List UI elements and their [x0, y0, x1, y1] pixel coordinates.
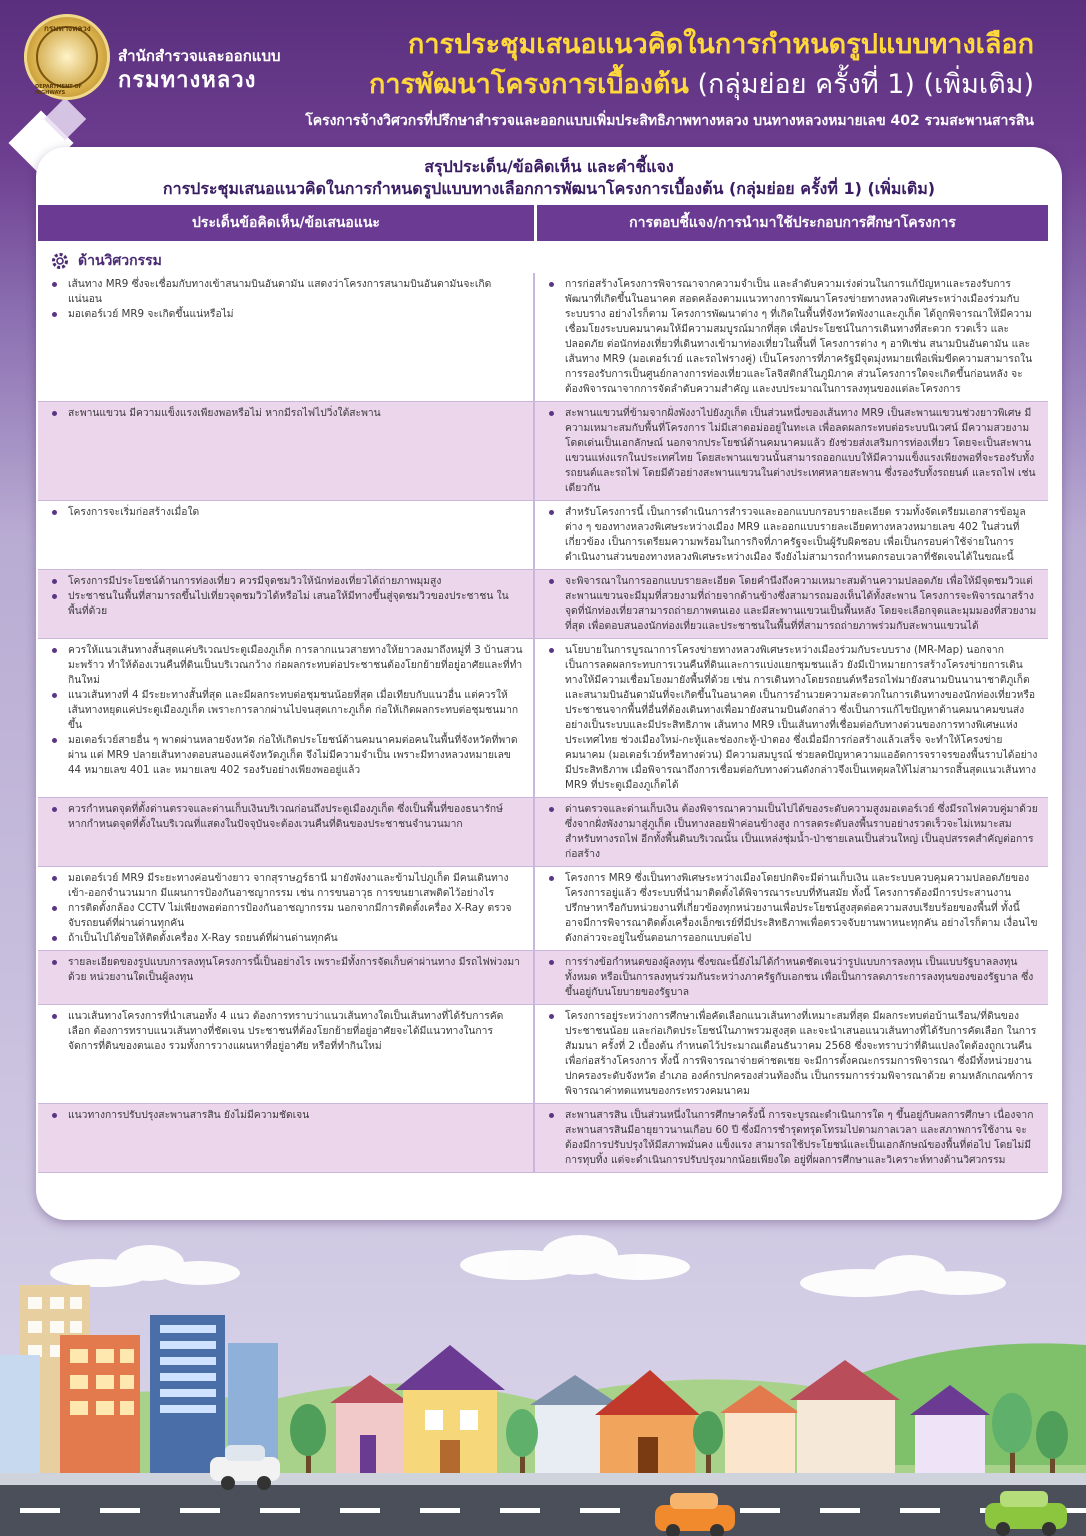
table-row — [38, 570, 1048, 639]
bullet-item: มอเตอร์เวย์ MR9 มีระยะทางค่อนข้างยาว จากสุราษฎร์ธานี มายังพังงาและข้ามไปภูเก็ต มีคนเดินทางเข้า-ออกจำนวนมาก มีแผนการป้องกันอาชญากรรม เช่น การขนอาวุธ การขนยาเสพติดไว้อย่างไร — [50, 871, 523, 901]
department-of-highways-logo — [24, 14, 110, 100]
bullet-item: นโยบายในการบูรณาการโครงข่ายทางหลวงพิเศษระหว่างเมืองร่วมกับระบบราง (MR-Map) นอกจากเป็นการลดผลกระทบการเวนคืนที่ดินและการแบ่งแยกชุมชนแล้ว ยังมีเป้าหมายการสร้างโครงข่ายการเดินทางให้มีความเชื่อมโยงมายังพื้นที่ด้วย เช่น การเดินทางโดยรถยนต์หรือรถไฟมายังสนามบินนานาชาติภูเก็ต และสนามบินอันดามันที่จะเกิดขึ้นในอนาคต เป็นการอำนวยความสะดวกในการเดินทางของนักท่องเที่ยวหรือประชาชนจากพื้นที่อื่นที่ต้องเดินทางเพื่อมายังสนามบินดังกล่าว ซึ่งเป็นการแก้ไขปัญหาด้านคมนาคมขนส่งอย่างเป็นระบบและมีประสิทธิภาพ เส้นทาง MR9 เป็นเส้นทางที่เชื่อมต่อกับทางด่วนของการทางพิเศษแห่งประเทศไทย ช่วงเมืองใหม่-กะทู้และช่องกะทู้-ป่าตอง ซึ่งเมื่อมีการก่อสร้างแล้วเสร็จ จะทำให้โครงข่ายคมนาคม (มอเตอร์เวย์หรือทางด่วน) มีความสมบูรณ์ ช่วยลดปัญหาความแออัดการจราจรของพื้นราบได้อย่างมีประสิทธิภาพ เมื่อพิจารณาถึงการเชื่อมต่อกับทางด่วนดังกล่าวจึงเป็นเหตุผลให้ไม่สามารถสิ้นสุดแนวเส้นทาง MR9 ที่ประตูเมืองภูเก็ตได้ — [547, 643, 1038, 793]
bullet-item: ด่านตรวจและด่านเก็บเงิน ต้องพิจารณาความเป็นไปได้ของระดับความสูงมอเตอร์เวย์ ซึ่งมีรถไฟควบคู่มาด้วย ซึ่งจากฝั่งพังงามาสู่ภูเก็ต เป็นทางลอยฟ้าค่อนข้างสูง การลดระดับลงพื้นราบอย่างรวดเร็วจะไม่เหมาะสม สำหรับทางรถไฟ อีกทั้งพื้นดินบริเวณนั้น เป็นแหล่งชุ่มน้ำ-ป่าชายเลนเป็นส่วนใหญ่ เป็นอุปสรรคสำคัญต่อการก่อสร้าง — [547, 802, 1038, 862]
comment-cell — [38, 570, 535, 638]
table-row — [38, 1104, 1048, 1173]
response-cell — [535, 639, 1048, 797]
bullet-item: จะพิจารณาในการออกแบบรายละเอียด โดยคำนึงถึงความเหมาะสมด้านความปลอดภัย เพื่อให้มีจุดชมวิวแต่สะพานแขวนจะมีมุมที่สวยงามที่ถ่ายจากด้านข้างซึ่งสามารถมองเห็นได้ทั้งสะพาน โครงการจะพิจารณาสร้างจุดที่นักท่องเที่ยวสามารถถ่ายภาพตนเอง และมีสะพานแขวนเป็นพื้นหลัง โดยจะเลือกจุดและมุมมองที่สวยงามที่สุด เพื่อตอบสนองนักท่องเที่ยวและประชาชนในพื้นที่ที่สามารถถ่ายภาพร่วมกับสะพานแขวนได้ — [547, 574, 1038, 634]
project-subtitle: โครงการจ้างวิศวกรที่ปรึกษาสำรวจและออกแบบเพิ่มประสิทธิภาพทางหลวง บนทางหลวงหมายเลข 402 รวมสะพานสารสิน — [305, 113, 1034, 129]
comment-cell — [38, 951, 535, 1004]
response-cell — [535, 951, 1048, 1004]
bullet-item: แนวเส้นทางโครงการที่นำเสนอทั้ง 4 แนว ต้องการทราบว่าแนวเส้นทางใดเป็นเส้นทางที่ได้รับการคัดเลือก ต้องการทราบแนวเส้นทางที่ชัดเจน ประชาชนที่ต้องโยกย้ายที่อยู่อาศัยจะได้มีแนวทางในการจัดการที่ดินของตนเอง รวมทั้งการวางแผนหาที่อยู่อาศัย หรือที่ทำกินใหม่ — [50, 1009, 523, 1054]
summary-subtitle: การประชุมเสนอแนวคิดในการกำหนดรูปแบบทางเลือกการพัฒนาโครงการเบื้องต้น (กลุ่มย่อย ครั้งที่ 1) (เพิ่มเติม) — [162, 179, 936, 198]
bullet-item: โครงการมีประโยชน์ด้านการท่องเที่ยว ควรมีจุดชมวิวให้นักท่องเที่ยวได้ถ่ายภาพมุมสูง — [50, 574, 523, 589]
table-row — [38, 501, 1048, 570]
city-street-illustration — [0, 1225, 1086, 1536]
header — [0, 0, 1086, 140]
table-row — [38, 639, 1048, 798]
comment-cell — [38, 798, 535, 866]
org-name-line2: กรมทางหลวง — [118, 68, 257, 93]
response-cell — [535, 273, 1048, 401]
page-title-sub: (กลุ่มย่อย ครั้งที่ 1) (เพิ่มเติม) — [688, 69, 1034, 100]
bullet-item: สำหรับโครงการนี้ เป็นการดำเนินการสำรวจและออกแบบกรอบรายละเอียด รวมทั้งจัดเตรียมเอกสารข้อมูลต่าง ๆ ของทางหลวงพิเศษระหว่างเมือง MR9 และออกแบบรายละเอียดทางหลวงหมายเลข 402 ในส่วนที่เกี่ยวข้อง เป็นการเตรียมความพร้อมในการกิจที่ภาครัฐจะเป็นผู้รับผิดชอบ เพื่อเป็นกรอบค่าใช้จ่ายในการดำเนินงานส่วนของทางหลวงพิเศษระหว่างเมือง จึงยังไม่สามารถกำหนดกรอบเวลาที่ชัดเจนได้ในขณะนี้ — [547, 505, 1038, 565]
table-row — [38, 273, 1048, 402]
bullet-item: ควรให้แนวเส้นทางสั้นสุดแค่บริเวณประตูเมืองภูเก็ต การลากแนวสายทางให้ยาวลงมาถึงหมู่ที่ 3 บ้านสวนมะพร้าว ทำให้ต้องเวนคืนที่ดินเป็นบริเวณกว้าง ก่อผลกระทบต่อประชาชนต้องโยกย้ายที่อยู่อาศัยและที่ทำกินใหม่ — [50, 643, 523, 688]
table-row — [38, 798, 1048, 867]
bullet-item: โครงการอยู่ระหว่างการศึกษาเพื่อคัดเลือกแนวเส้นทางที่เหมาะสมที่สุด มีผลกระทบต่อบ้านเรือน/ที่ดินของประชาชนน้อย และก่อเกิดประโยชน์ในภาพรวมสูงสุด และจะนำเสนอแนวเส้นทางที่ได้รับการคัดเลือก ในการสัมมนา ครั้งที่ 2 เบื้องต้น กำหนดไว้ประมาณเดือนธันวาคม 2568 ซึ่งจะทราบว่าที่ดินแปลงใดต้องถูกเวนคืน เพื่อก่อสร้างโครงการ ทั้งนี้ การพิจารณาจ่ายค่าชดเชย จะมีการตั้งคณะกรรมการพิจารณา ซึ่งมีทั้งหน่วยงานปกครองระดับจังหวัด อำเภอ องค์กรปกครองส่วนท้องถิ่น เป็นกรรมการร่วมพิจารณาด้วย ตามหลักเกณฑ์การพิจารณาค่าทดแทนของกระทรวงคมนาคม — [547, 1009, 1038, 1099]
response-cell — [535, 402, 1048, 500]
bullet-item: การร่างข้อกำหนดของผู้ลงทุน ซึ่งขณะนี้ยังไม่ได้กำหนดชัดเจนว่ารูปแบบการลงทุน เป็นแบบรัฐบาลลงทุนทั้งหมด หรือเป็นการลงทุนร่วมกันระหว่างภาครัฐกับเอกชน เพื่อเป็นการลดภาระการลงทุนของของรัฐบาล ซึ่งขึ้นอยู่กับนโยบายของรัฐบาล — [547, 955, 1038, 1000]
bullet-item: ประชาชนในพื้นที่สามารถขึ้นไปเที่ยวจุดชมวิวได้หรือไม่ เสนอให้มีทางขึ้นสู่จุดชมวิวของประชาชน ในพื้นที่ด้วย — [50, 589, 523, 619]
comment-cell — [38, 867, 535, 950]
comment-cell — [38, 501, 535, 569]
bullet-item: สะพานแขวนที่ข้ามจากฝั่งพังงาไปยังภูเก็ต เป็นส่วนหนึ่งของเส้นทาง MR9 เป็นสะพานแขวนช่วงยาวพิเศษ มีความเหมาะสมกับพื้นที่โครงการ ไม่มีเสาตอม่ออยู่ในทะเล เพื่อลดผลกระทบต่อระบบนิเวศน์ มีความสวยงามโดดเด่นเป็นเอกลักษณ์ นอกจากประโยชน์ด้านคมนาคมแล้ว ยังช่วยส่งเสริมการท่องเที่ยว โดยจะเป็นสะพานแขวนแห่งแรกในประเทศไทย โดยสะพานแขวนนั้นสามารถออกแบบให้มีความแข็งแรงเพียงพอที่จะรองรับทั้งรถยนต์และรถไฟ โดยมีตัวอย่างสะพานแขวนในต่างประเทศหลายสะพาน ซึ่งรองรับทั้งรถยนต์ และรถไฟ เช่นเดียวกัน — [547, 406, 1038, 496]
comment-cell — [38, 1005, 535, 1103]
bullet-item: สะพานสารสิน เป็นส่วนหนึ่งในการศึกษาครั้งนี้ การจะบูรณะดำเนินการใด ๆ ขึ้นอยู่กับผลการศึกษา เนื่องจากสะพานสารสินมีอายุยาวนานเกือบ 60 ปี ซึ่งมีการชำรุดทรุดโทรมไปตามกาลเวลา และสภาพการใช้งาน จะต้องมีการปรับปรุงให้มีสภาพมั่นคง แข็งแรง สามารถใช้ประโยชน์และเป็นเอกลักษณ์ของพื้นที่ต่อไป โดยไม่มีการทุบทิ้ง แต่จะดำเนินการปรับปรุงมากน้อยเพียงใด อยู่ที่ผลการศึกษาและวิเคราะห์ทางด้านวิศวกรรม — [547, 1108, 1038, 1168]
comment-cell — [38, 639, 535, 797]
section-engineering — [50, 250, 162, 272]
table-row — [38, 867, 1048, 951]
column-header-responses: การตอบชี้แจง/การนำมาใช้ประกอบการศึกษาโครงการ — [537, 205, 1048, 241]
org-name-line1: สำนักสำรวจและออกแบบ — [118, 47, 281, 65]
bullet-item: รายละเอียดของรูปแบบการลงทุนโครงการนี้เป็นอย่างไร เพราะมีทั้งการจัดเก็บค่าผ่านทาง มีรถไฟพ่วงมาด้วย หน่วยงานใดเป็นผู้ลงทุน — [50, 955, 523, 985]
bullet-item: โครงการจะเริ่มก่อสร้างเมื่อใด — [50, 505, 523, 520]
logo-emblem-icon — [36, 26, 98, 88]
bullet-item: แนวทางการปรับปรุงสะพานสารสิน ยังไม่มีความชัดเจน — [50, 1108, 523, 1123]
bullet-item: เส้นทาง MR9 ซึ่งจะเชื่อมกับทางเข้าสนามบินอันดามัน แสดงว่าโครงการสนามบินอันดามันจะเกิดแน่นอน — [50, 277, 523, 307]
response-cell — [535, 570, 1048, 638]
gear-icon — [50, 251, 70, 271]
table-header — [38, 205, 1048, 241]
table-row — [38, 951, 1048, 1005]
page-title-main: การพัฒนาโครงการเบื้องต้น — [369, 69, 689, 100]
logo-text-bottom: DEPARTMENT OF HIGHWAYS — [35, 84, 83, 96]
column-header-comments: ประเด็นข้อคิดเห็น/ข้อเสนอแนะ — [38, 205, 534, 241]
logo-text-top: กรมทางหลวง — [44, 24, 91, 33]
bullet-item: ถ้าเป็นไปได้ขอให้ติดตั้งเครื่อง X-Ray รถยนต์ที่ผ่านด่านทุกคัน — [50, 931, 523, 946]
comment-cell — [38, 273, 535, 401]
comments-table — [38, 273, 1048, 1173]
summary-card — [36, 147, 1062, 1220]
page-title-line1: การประชุมเสนอแนวคิดในการกำหนดรูปแบบทางเลือก — [407, 29, 1034, 60]
bullet-item: มอเตอร์เวย์สายอื่น ๆ พาดผ่านหลายจังหวัด ก่อให้เกิดประโยชน์ด้านคมนาคมต่อคนในพื้นที่จังหวัดที่พาดผ่าน แต่ MR9 ปลายเส้นทางตอบสนองแค่จังหวัดภูเก็ต จึงไม่มีความจำเป็น เพราะมีทางหลวงหมายเลข 44 หมายเลข 401 และ หมายเลข 402 รองรับอย่างเพียงพออยู่แล้ว — [50, 733, 523, 778]
section-label: ด้านวิศวกรรม — [78, 253, 162, 269]
bullet-item: ควรกำหนดจุดที่ตั้งด่านตรวจและด่านเก็บเงินบริเวณก่อนถึงประตูเมืองภูเก็ต ซึ่งเป็นพื้นที่ของธนารักษ์ หากกำหนดจุดที่ตั้งในบริเวณที่แสดงในปัจจุบันจะต้องเวนคืนที่ดินของประชาชนจำนวนมาก — [50, 802, 523, 832]
bullet-item: มอเตอร์เวย์ MR9 จะเกิดขึ้นแน่หรือไม่ — [50, 307, 523, 322]
response-cell — [535, 798, 1048, 866]
comment-cell — [38, 402, 535, 500]
bullet-item: สะพานแขวน มีความแข็งแรงเพียงพอหรือไม่ หากมีรถไฟไปวิ่งใต้สะพาน — [50, 406, 523, 421]
summary-title: สรุปประเด็น/ข้อคิดเห็น และคำชี้แจง — [424, 157, 674, 176]
response-cell — [535, 867, 1048, 950]
bullet-item: การติดตั้งกล้อง CCTV ไม่เพียงพอต่อการป้องกันอาชญากรรม นอกจากมีการติดตั้งเครื่อง X-Ray ตรวจจับรถยนต์ที่ผ่านด่านทุกคัน — [50, 901, 523, 931]
comment-cell — [38, 1104, 535, 1172]
bullet-item: โครงการ MR9 ซึ่งเป็นทางพิเศษระหว่างเมืองโดยปกติจะมีด่านเก็บเงิน และระบบควบคุมความปลอดภัยของโครงการอยู่แล้ว ซึ่งระบบที่นำมาติดตั้งได้พิจารณาระบบที่ทันสมัย ทั้งนี้ โครงการต้องมีการประสานงาน ปรึกษาหารือกับหน่วยงานที่เกี่ยวข้องทุกหน่วยงานเพื่อประโยชน์สูงสุดต่อความสงบเรียบร้อยของพื้นที่ ทั้งนี้ อาจมีการพิจารณาติดตั้งเครื่องเอ็กซเรย์ที่มีประสิทธิภาพเพื่อตรวจจับยานพาหนะทุกคัน อย่างไรก็ตาม เงื่อนไขดังกล่าวจะอยู่ในขั้นตอนการออกแบบต่อไป — [547, 871, 1038, 946]
response-cell — [535, 1104, 1048, 1172]
bullet-item: การก่อสร้างโครงการพิจารณาจากความจำเป็น และลำดับความเร่งด่วนในการแก้ปัญหาและรองรับการพัฒนาที่เกิดขึ้นในอนาคต สอดคล้องตามแนวทางการพัฒนาโครงข่ายทางหลวงพิเศษระหว่างเมืองร่วมกับระบบราง อย่างไรก็ตาม โครงการพัฒนาต่าง ๆ ที่เกิดในพื้นที่จังหวัดพังงาและภูเก็ต ได้ถูกพิจารณาให้มีความเชื่อมโยงระบบคมนาคมให้มีความสมบูรณ์มากที่สุด เพื่อประโยชน์ในการเดินทางที่สะดวก รวดเร็ว และปลอดภัย ต่อนักท่องเที่ยวที่เดินทางเข้ามาท่องเที่ยวในพื้นที่ โครงการต่าง ๆ อาทิเช่น สนามบินอันดามัน และเส้นทาง MR9 (มอเตอร์เวย์ และรถไฟรางคู่) เป็นโครงการที่ภาครัฐมีจุดมุ่งหมายเพื่อเพิ่มขีดความสามารถในการรองรับการเป็นศูนย์กลางการท่องเที่ยวและโลจิสติกส์ในภูมิภาค ส่วนโครงการใดจะเกิดขึ้นก่อนหลัง จะต้องพิจารณาจากการจัดลำดับความสำคัญ และงบประมาณในการลงทุนของแต่ละโครงการ — [547, 277, 1038, 397]
table-row — [38, 402, 1048, 501]
page-title-line2 — [369, 62, 1034, 105]
bullet-item: แนวเส้นทางที่ 4 มีระยะทางสั้นที่สุด และมีผลกระทบต่อชุมชนน้อยที่สุด เมื่อเทียบกับแนวอื่น แต่ควรให้เส้นทางหยุดแค่ประตูเมืองภูเก็ต เพราะการลากผ่านไปจนสุดเกาะภูเก็ต ก่อให้เกิดผลกระทบต่อชุมชนมากขึ้น — [50, 688, 523, 733]
table-row — [38, 1005, 1048, 1104]
response-cell — [535, 1005, 1048, 1103]
response-cell — [535, 501, 1048, 569]
